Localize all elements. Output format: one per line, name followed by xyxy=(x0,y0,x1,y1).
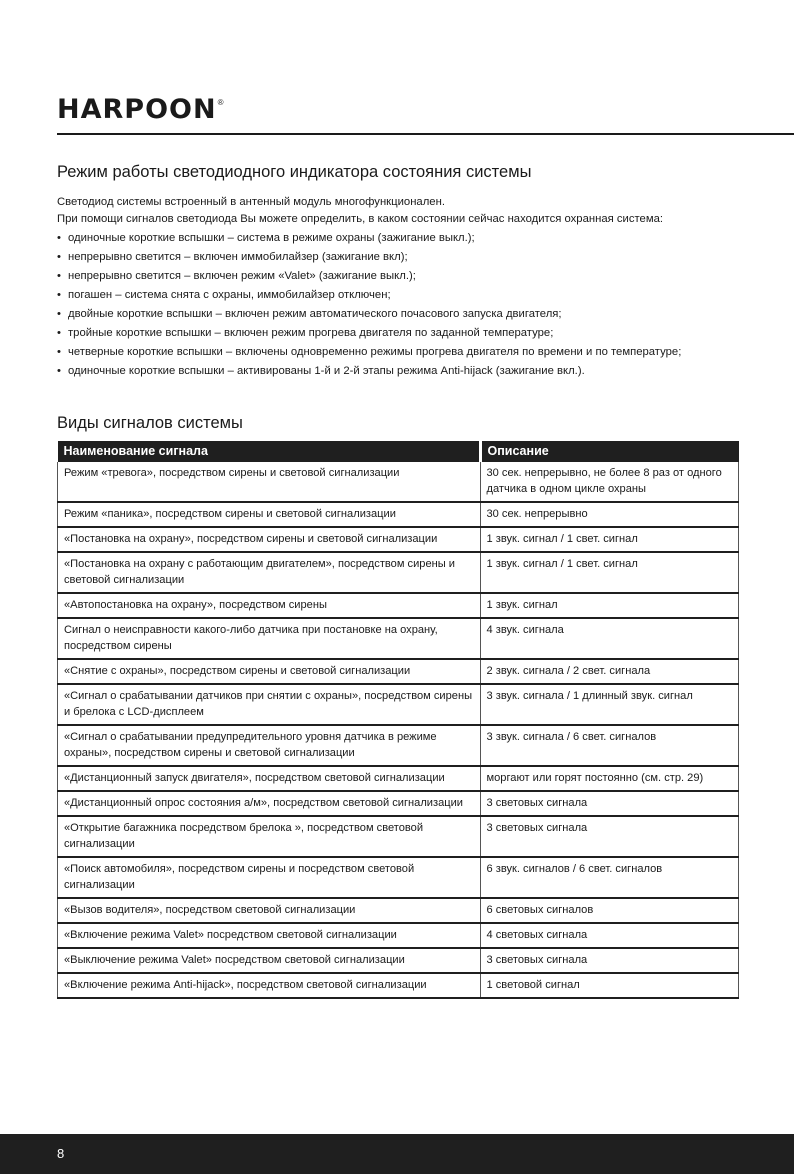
signal-name-cell: «Включение режима Anti-hijack», посредством световой сигнализации xyxy=(58,973,481,998)
table-row xyxy=(58,857,739,898)
signal-description-cell: 3 световых сигнала xyxy=(480,816,739,857)
signal-description-cell: 3 световых сигнала xyxy=(480,948,739,973)
registered-mark: ® xyxy=(217,97,224,107)
table-row xyxy=(58,593,739,618)
signal-description-cell: моргают или горят постоянно (см. стр. 29) xyxy=(480,766,739,791)
signal-description-cell: 1 световой сигнал xyxy=(480,973,739,998)
signal-name-cell: «Поиск автомобиля», посредством сирены и посредством световой сигнализации xyxy=(58,857,481,898)
table-row xyxy=(58,948,739,973)
table-row xyxy=(58,923,739,948)
header-rule xyxy=(57,133,794,135)
table-row xyxy=(58,502,739,527)
signal-description-cell: 3 звук. сигнала / 6 свет. сигналов xyxy=(480,725,739,766)
table-row xyxy=(58,659,739,684)
intro-line: Светодиод системы встроенный в антенный модуль многофункционален. xyxy=(57,196,445,208)
table-row xyxy=(58,552,739,593)
signal-name-cell: «Дистанционный опрос состояния а/м», посредством световой сигнализации xyxy=(58,791,481,816)
section-title-led-mode: Режим работы светодиодного индикатора состояния системы xyxy=(57,163,532,181)
led-intro xyxy=(57,194,747,380)
signal-name-cell: «Автопостановка на охрану», посредством сирены xyxy=(58,593,481,618)
signal-name-cell: «Вызов водителя», посредством световой сигнализации xyxy=(58,898,481,923)
bullet-item: • четверные короткие вспышки – включены одновременно режимы прогрева двигателя по времени и по температуре; xyxy=(57,344,747,361)
bullet-item: • непрерывно светится – включен режим «Valet» (зажигание выкл.); xyxy=(57,268,747,285)
signal-name-cell: «Включение режима Valet» посредством световой сигнализации xyxy=(58,923,481,948)
bullet-item: • двойные короткие вспышки – включен режим автоматического почасового запуска двигателя; xyxy=(57,306,747,323)
table-row xyxy=(58,766,739,791)
table-row xyxy=(58,684,739,725)
signal-description-cell: 1 звук. сигнал xyxy=(480,593,739,618)
signal-name-cell: «Постановка на охрану», посредством сирены и световой сигнализации xyxy=(58,527,481,552)
intro-line: При помощи сигналов светодиода Вы можете определить, в каком состоянии сейчас находится охранная система: xyxy=(57,213,664,225)
signal-name-cell: Режим «тревога», посредством сирены и световой сигнализации xyxy=(58,462,481,502)
harpoon-logo xyxy=(57,95,223,125)
logo-text: HARPOON xyxy=(57,94,217,125)
table-row xyxy=(58,618,739,659)
bullet-item: • погашен – система снята с охраны, иммобилайзер отключен; xyxy=(57,287,747,304)
signals-table xyxy=(57,441,739,999)
signal-description-cell: 30 сек. непрерывно, не более 8 раз от одного датчика в одном цикле охраны xyxy=(480,462,739,502)
section-title-signals: Виды сигналов системы xyxy=(57,414,243,432)
table-row xyxy=(58,791,739,816)
signal-description-cell: 30 сек. непрерывно xyxy=(480,502,739,527)
table-row xyxy=(58,898,739,923)
footer-bar xyxy=(0,1134,794,1174)
signal-description-cell: 3 звук. сигнала / 1 длинный звук. сигнал xyxy=(480,684,739,725)
signal-name-cell: «Сигнал о срабатывании предупредительного уровня датчика в режиме охраны», посредством сирены и световой сигнализации xyxy=(58,725,481,766)
bullet-item: • одиночные короткие вспышки – активированы 1-й и 2-й этапы режима Anti-hijack (зажигание вкл.). xyxy=(57,363,747,380)
signal-description-cell: 3 световых сигнала xyxy=(480,791,739,816)
table-row xyxy=(58,725,739,766)
signal-name-cell: «Дистанционный запуск двигателя», посредством световой сигнализации xyxy=(58,766,481,791)
signal-name-cell: «Постановка на охрану с работающим двигателем», посредством сирены и световой сигнализации xyxy=(58,552,481,593)
signal-description-cell: 2 звук. сигнала / 2 свет. сигнала xyxy=(480,659,739,684)
signal-name-cell: «Снятие с охраны», посредством сирены и световой сигнализации xyxy=(58,659,481,684)
table-row xyxy=(58,462,739,502)
bullet-item: • тройные короткие вспышки – включен режим прогрева двигателя по заданной температуре; xyxy=(57,325,747,342)
signal-name-cell: Сигнал о неисправности какого-либо датчика при постановке на охрану, посредством сирены xyxy=(58,618,481,659)
signal-description-cell: 4 световых сигнала xyxy=(480,923,739,948)
signal-description-cell: 1 звук. сигнал / 1 свет. сигнал xyxy=(480,552,739,593)
signal-name-cell: «Сигнал о срабатывании датчиков при снятии с охраны», посредством сирены и брелока с LCD-дисплеем xyxy=(58,684,481,725)
signal-name-cell: «Открытие багажника посредством брелока », посредством световой сигнализации xyxy=(58,816,481,857)
table-row xyxy=(58,527,739,552)
signals-table-body xyxy=(58,462,739,998)
bullet-item: • непрерывно светится – включен иммобилайзер (зажигание вкл); xyxy=(57,249,747,266)
signal-name-cell: «Выключение режима Valet» посредством световой сигнализации xyxy=(58,948,481,973)
header-description: Описание xyxy=(480,441,739,462)
signal-description-cell: 4 звук. сигнала xyxy=(480,618,739,659)
signal-name-cell: Режим «паника», посредством сирены и световой сигнализации xyxy=(58,502,481,527)
signal-description-cell: 1 звук. сигнал / 1 свет. сигнал xyxy=(480,527,739,552)
signal-description-cell: 6 световых сигналов xyxy=(480,898,739,923)
signal-description-cell: 6 звук. сигналов / 6 свет. сигналов xyxy=(480,857,739,898)
table-row xyxy=(58,816,739,857)
page-number: 8 xyxy=(57,1146,65,1161)
table-row xyxy=(58,973,739,998)
header-signal-name: Наименование сигнала xyxy=(58,441,481,462)
table-header-row xyxy=(58,441,739,462)
bullet-item: • одиночные короткие вспышки – система в режиме охраны (зажигание выкл.); xyxy=(57,230,747,247)
led-bullet-list xyxy=(57,230,747,380)
